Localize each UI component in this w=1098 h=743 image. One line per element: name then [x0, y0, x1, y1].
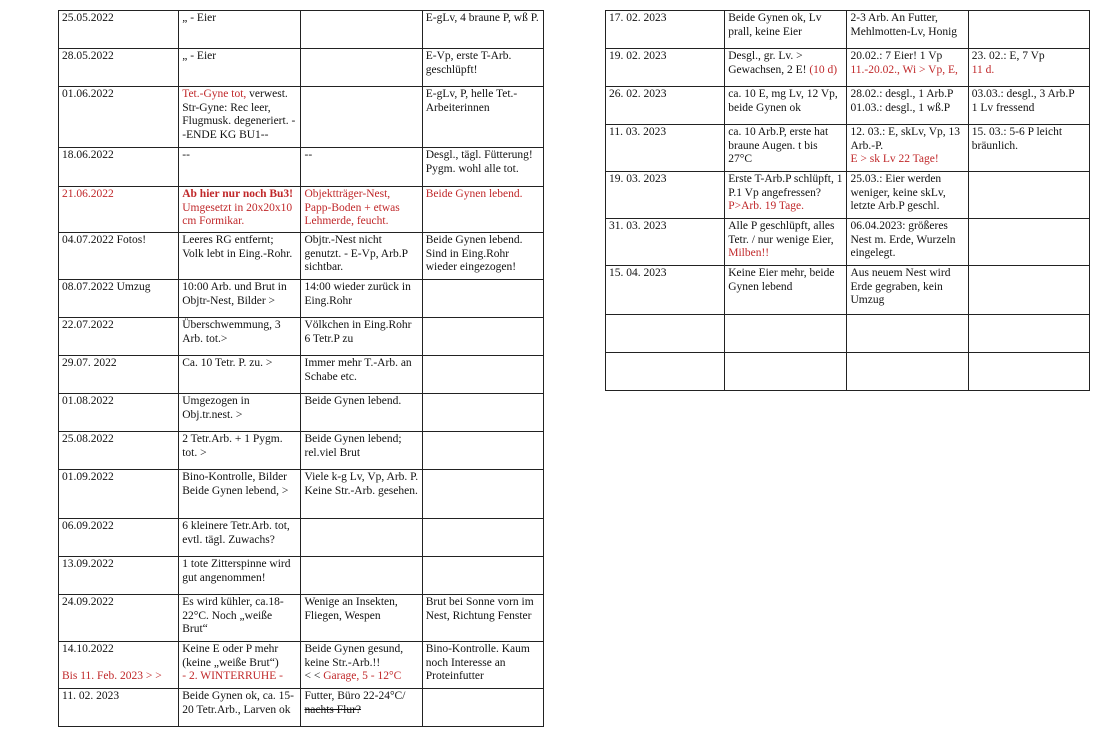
- remark-cell: [968, 219, 1089, 266]
- remark-cell: [422, 87, 543, 148]
- cell-text: E-gLv, P, helle Tet.-Arbeiterinnen: [425, 88, 518, 114]
- cell-text: Desgl., gr. Lv. > Gewachsen, 2 E!: [728, 50, 810, 76]
- cell-text: Alle P geschlüpft, alles Tetr. / nur wenige Eier,: [728, 220, 835, 246]
- date-cell: [606, 87, 725, 125]
- date-cell: [606, 266, 725, 315]
- observation-cell: [725, 172, 847, 219]
- observation-cell: [179, 689, 301, 727]
- cell-text: Völkchen in Eing.Rohr 6 Tetr.P zu: [304, 319, 412, 345]
- cell-text: 12. 03.: E, skLv, Vp, 13 Arb.-P.: [850, 126, 961, 152]
- remark-cell: [422, 595, 543, 642]
- remark-cell: [422, 187, 543, 233]
- note-cell: [301, 470, 422, 519]
- cell-text: Bis 11. Feb. 2023 > >: [62, 670, 162, 682]
- table-row: [606, 219, 1090, 266]
- observation-cell: [725, 11, 847, 49]
- cell-text: Erste T-Arb.P schlüpft, 1 P.1 Vp angefressen?: [728, 173, 843, 199]
- cell-text: 18.06.2022: [62, 149, 114, 161]
- remark-cell: [968, 125, 1089, 172]
- cell-text: 6 kleinere Tetr.Arb. tot, evtl. tägl. Zuwachs?: [182, 520, 290, 546]
- table-row: [606, 11, 1090, 49]
- date-cell: [59, 187, 179, 233]
- cell-text: 28.05.2022: [62, 50, 114, 62]
- date-cell: [59, 470, 179, 519]
- note-cell: [301, 187, 422, 233]
- cell-text: 19. 03. 2023: [609, 173, 667, 185]
- table-row: [59, 394, 544, 432]
- observation-cell: [179, 432, 301, 470]
- cell-text: Objtr.-Nest nicht genutzt. - E-Vp, Arb.P sichtbar.: [304, 234, 408, 273]
- date-cell: [59, 642, 179, 689]
- date-cell: [59, 318, 179, 356]
- observation-cell: [725, 353, 847, 391]
- cell-text: 20.02.: 7 Eier! 1 Vp: [850, 50, 943, 62]
- cell-text: verwest. Str-Gyne: Rec leer, Flugmusk. degeneriert. --ENDE KG BU1--: [182, 88, 296, 141]
- cell-text: E-gLv, 4 braune P, wß P.: [425, 12, 539, 24]
- cell-text: Es wird kühler, ca.18-22°C. Noch „weiße Brut“: [182, 596, 284, 635]
- table-row: [59, 470, 544, 519]
- note-cell: [847, 49, 968, 87]
- note-cell: [301, 280, 422, 318]
- cell-text: 13.09.2022: [62, 558, 114, 570]
- date-cell: [606, 219, 725, 266]
- cell-text: 01.06.2022: [62, 88, 114, 100]
- cell-text: 11 d.: [971, 63, 995, 76]
- table-row: [59, 280, 544, 318]
- remark-cell: [422, 557, 543, 595]
- date-cell: [606, 353, 725, 391]
- cell-text: --: [304, 149, 313, 161]
- cell-text: 1 tote Zitterspinne wird gut angenommen!: [182, 558, 291, 584]
- note-cell: [301, 11, 422, 49]
- cell-text: Keine E oder P mehr (keine „weiße Brut“): [182, 643, 279, 669]
- note-cell: [847, 11, 968, 49]
- observation-cell: [725, 87, 847, 125]
- date-cell: [606, 11, 725, 49]
- cell-text: Aus neuem Nest wird Erde gegraben, kein Umzug: [850, 267, 951, 306]
- cell-text: Futter, Büro 22-24°C/: [304, 690, 406, 702]
- remark-cell: [422, 470, 543, 519]
- remark-cell: [968, 172, 1089, 219]
- cell-text: 22.07.2022: [62, 319, 114, 331]
- note-cell: [301, 642, 422, 689]
- cell-text: 29.07. 2022: [62, 357, 117, 369]
- table-row: [59, 432, 544, 470]
- observation-cell: [179, 187, 301, 233]
- log-table-right: [605, 10, 1090, 391]
- cell-text: 25.05.2022: [62, 12, 114, 24]
- cell-text: Bino-Kontrolle, Bilder Beide Gynen lebend, >: [182, 471, 289, 497]
- observation-cell: [179, 148, 301, 187]
- date-cell: [59, 148, 179, 187]
- page-margin: [0, 0, 58, 743]
- observation-cell: [725, 315, 847, 353]
- observation-cell: [179, 280, 301, 318]
- observation-cell: [179, 356, 301, 394]
- observation-cell: [179, 394, 301, 432]
- note-cell: [847, 266, 968, 315]
- table-row: [59, 557, 544, 595]
- cell-text: 14.10.2022: [62, 643, 114, 655]
- remark-cell: [422, 642, 543, 689]
- table-row: [606, 315, 1090, 353]
- cell-text: Garage, 5 - 12°C: [323, 670, 402, 682]
- table-row: [606, 266, 1090, 315]
- cell-text: 25.08.2022: [62, 433, 114, 445]
- cell-text: 2 Tetr.Arb. + 1 Pygm. tot. >: [182, 433, 283, 459]
- observation-cell: [179, 642, 301, 689]
- remark-cell: [968, 49, 1089, 87]
- observation-cell: [725, 49, 847, 87]
- table-row: [606, 87, 1090, 125]
- cell-text: 10:00 Arb. und Brut in Objtr-Nest, Bilder >: [182, 281, 287, 307]
- cell-text: 23. 02.: E, 7 Vp: [971, 50, 1045, 62]
- cell-text: 24.09.2022: [62, 596, 114, 608]
- cell-text: 25.03.: Eier werden weniger, keine skLv, letzte Arb.P geschl.: [850, 173, 946, 212]
- cell-text: E-Vp, erste T-Arb. geschlüpft!: [425, 50, 512, 76]
- remark-cell: [422, 280, 543, 318]
- table-row: [59, 519, 544, 557]
- cell-text: Beide Gynen lebend.: [425, 188, 523, 200]
- cell-text: „ - Eier: [182, 12, 217, 24]
- cell-text: Überschwemmung, 3 Arb. tot.>: [182, 319, 281, 345]
- cell-text: Ca. 10 Tetr. P. zu. >: [182, 357, 273, 369]
- note-cell: [847, 219, 968, 266]
- cell-text: 2-3 Arb. An Futter, Mehlmotten-Lv, Honig: [850, 12, 958, 38]
- cell-text: 26. 02. 2023: [609, 88, 667, 100]
- cell-text: Beide Gynen ok, Lv prall, keine Eier: [728, 12, 822, 38]
- cell-text: - 2. WINTERRUHE -: [182, 670, 283, 682]
- cell-text: 11. 03. 2023: [609, 126, 667, 138]
- observation-cell: [179, 519, 301, 557]
- cell-text: 15. 04. 2023: [609, 267, 667, 279]
- observation-cell: [179, 557, 301, 595]
- cell-text: Brut bei Sonne vorn im Nest, Richtung Fenster: [425, 596, 534, 622]
- table-row: [606, 353, 1090, 391]
- date-cell: [606, 49, 725, 87]
- log-table-right-body: [606, 11, 1090, 391]
- table-row: [59, 642, 544, 689]
- remark-cell: [422, 394, 543, 432]
- remark-cell: [968, 266, 1089, 315]
- remark-cell: [422, 356, 543, 394]
- cell-text: 21.06.2022: [62, 188, 114, 200]
- table-row: [59, 148, 544, 187]
- cell-text: Beide Gynen gesund, keine Str.-Arb.!!: [304, 643, 404, 669]
- note-cell: [301, 519, 422, 557]
- cell-text: 01.08.2022: [62, 395, 114, 407]
- cell-text: P>Arb. 19 Tage.: [728, 200, 804, 212]
- note-cell: [301, 49, 422, 87]
- cell-text: 01.09.2022: [62, 471, 114, 483]
- cell-text: Umgesetzt in 20x20x10 cm Formikar.: [182, 201, 293, 227]
- cell-text: Beide Gynen lebend. Sind in Eing.Rohr wieder eingezogen!: [425, 234, 523, 273]
- remark-cell: [422, 233, 543, 280]
- cell-text: Immer mehr T.-Arb. an Schabe etc.: [304, 357, 412, 383]
- cell-text: --: [182, 149, 190, 161]
- note-cell: [301, 87, 422, 148]
- cell-text: 17. 02. 2023: [609, 12, 667, 24]
- note-cell: [301, 432, 422, 470]
- cell-text: 11.-20.02., Wi > Vp, E,: [850, 63, 958, 76]
- observation-cell: [179, 595, 301, 642]
- observation-cell: [179, 233, 301, 280]
- note-cell: [301, 318, 422, 356]
- cell-text: „ - Eier: [182, 50, 217, 62]
- table-row: [606, 125, 1090, 172]
- cell-text: Keine Eier mehr, beide Gynen lebend: [728, 267, 835, 293]
- table-row: [59, 87, 544, 148]
- date-cell: [59, 233, 179, 280]
- remark-cell: [422, 318, 543, 356]
- observation-cell: [725, 125, 847, 172]
- cell-text: 11. 02. 2023: [62, 690, 120, 702]
- table-row: [59, 689, 544, 727]
- cell-text: Viele k-g Lv, Vp, Arb. P. Keine Str.-Arb. gesehen.: [304, 471, 419, 497]
- table-row: [59, 11, 544, 49]
- remark-cell: [422, 11, 543, 49]
- observation-cell: [179, 318, 301, 356]
- cell-text: Wenige an Insekten, Fliegen, Wespen: [304, 596, 398, 622]
- note-cell: [847, 353, 968, 391]
- date-cell: [606, 125, 725, 172]
- cell-text: < <: [304, 670, 324, 682]
- cell-text: Milben!!: [728, 247, 770, 259]
- table-row: [59, 187, 544, 233]
- log-table-left-body: [59, 11, 544, 727]
- cell-text: ca. 10 E, mg Lv, 12 Vp, beide Gynen ok: [728, 88, 838, 114]
- table-row: [59, 356, 544, 394]
- note-cell: [301, 394, 422, 432]
- observation-cell: [179, 11, 301, 49]
- cell-text: Ab hier nur noch Bu3!: [182, 188, 294, 200]
- remark-cell: [422, 49, 543, 87]
- remark-cell: [422, 519, 543, 557]
- table-row: [59, 318, 544, 356]
- cell-text: Bino-Kontrolle. Kaum noch Interesse an Proteinfutter: [425, 643, 530, 682]
- cell-text: 06.09.2022: [62, 520, 114, 532]
- table-row: [606, 172, 1090, 219]
- note-cell: [301, 233, 422, 280]
- table-row: [59, 595, 544, 642]
- date-cell: [59, 280, 179, 318]
- note-cell: [301, 595, 422, 642]
- remark-cell: [422, 432, 543, 470]
- cell-text: 31. 03. 2023: [609, 220, 667, 232]
- remark-cell: [968, 353, 1089, 391]
- cell-text: 28.02.: desgl., 1 Arb.P: [850, 88, 954, 100]
- cell-text: 1 Lv fressend: [971, 101, 1035, 114]
- table-row: [606, 49, 1090, 87]
- cell-text: ca. 10 Arb.P, erste hat braune Augen. t bis 27°C: [728, 126, 829, 165]
- cell-text: nachts Flur?: [304, 703, 362, 716]
- date-cell: [59, 49, 179, 87]
- date-cell: [59, 595, 179, 642]
- cell-text: Umgezogen in Obj.tr.nest. >: [182, 395, 250, 421]
- observation-cell: [725, 266, 847, 315]
- observation-cell: [179, 87, 301, 148]
- note-cell: [847, 87, 968, 125]
- date-cell: [59, 432, 179, 470]
- note-cell: [301, 148, 422, 187]
- remark-cell: [968, 315, 1089, 353]
- date-cell: [606, 315, 725, 353]
- cell-text: 08.07.2022 Umzug: [62, 281, 151, 293]
- date-cell: [59, 519, 179, 557]
- date-cell: [59, 11, 179, 49]
- date-cell: [59, 557, 179, 595]
- cell-text: (10 d): [809, 63, 838, 76]
- observation-cell: [179, 470, 301, 519]
- remark-cell: [968, 87, 1089, 125]
- note-cell: [301, 557, 422, 595]
- note-cell: [847, 172, 968, 219]
- cell-text: 14:00 wieder zurück in Eing.Rohr: [304, 281, 411, 307]
- note-cell: [847, 125, 968, 172]
- cell-text: Objektträger-Nest, Papp-Boden + etwas Lehmerde, feucht.: [304, 188, 400, 227]
- cell-text: Tet.-Gyne tot,: [182, 88, 250, 100]
- cell-text: E > sk Lv 22 Tage!: [850, 153, 939, 165]
- date-cell: [59, 87, 179, 148]
- date-cell: [59, 689, 179, 727]
- date-cell: [59, 394, 179, 432]
- cell-text: 19. 02. 2023: [609, 50, 667, 62]
- observation-cell: [725, 219, 847, 266]
- cell-text: 04.07.2022 Fotos!: [62, 234, 147, 246]
- date-cell: [59, 356, 179, 394]
- date-cell: [606, 172, 725, 219]
- remark-cell: [968, 11, 1089, 49]
- cell-text: Leeres RG entfernt; Volk lebt in Eing.-Rohr.: [182, 234, 293, 260]
- note-cell: [301, 689, 422, 727]
- cell-text: 15. 03.: 5-6 P leicht bräunlich.: [971, 126, 1063, 152]
- cell-text: Beide Gynen ok, ca. 15-20 Tetr.Arb., Larven ok: [182, 690, 295, 716]
- observation-cell: [179, 49, 301, 87]
- note-cell: [847, 315, 968, 353]
- remark-cell: [422, 689, 543, 727]
- cell-text: 03.03.: desgl., 3 Arb.P: [971, 88, 1075, 100]
- note-cell: [301, 356, 422, 394]
- table-row: [59, 49, 544, 87]
- cell-text: Desgl., tägl. Fütterung! Pygm. wohl alle tot.: [425, 149, 533, 175]
- cell-text: Beide Gynen lebend; rel.viel Brut: [304, 433, 402, 459]
- log-table-left: [58, 10, 544, 727]
- cell-text: 06.04.2023: größeres Nest m. Erde, Wurzeln eingelegt.: [850, 220, 956, 259]
- remark-cell: [422, 148, 543, 187]
- cell-text: 01.03.: desgl., 1 wß.P: [850, 101, 951, 114]
- table-row: [59, 233, 544, 280]
- cell-text: Beide Gynen lebend.: [304, 395, 402, 407]
